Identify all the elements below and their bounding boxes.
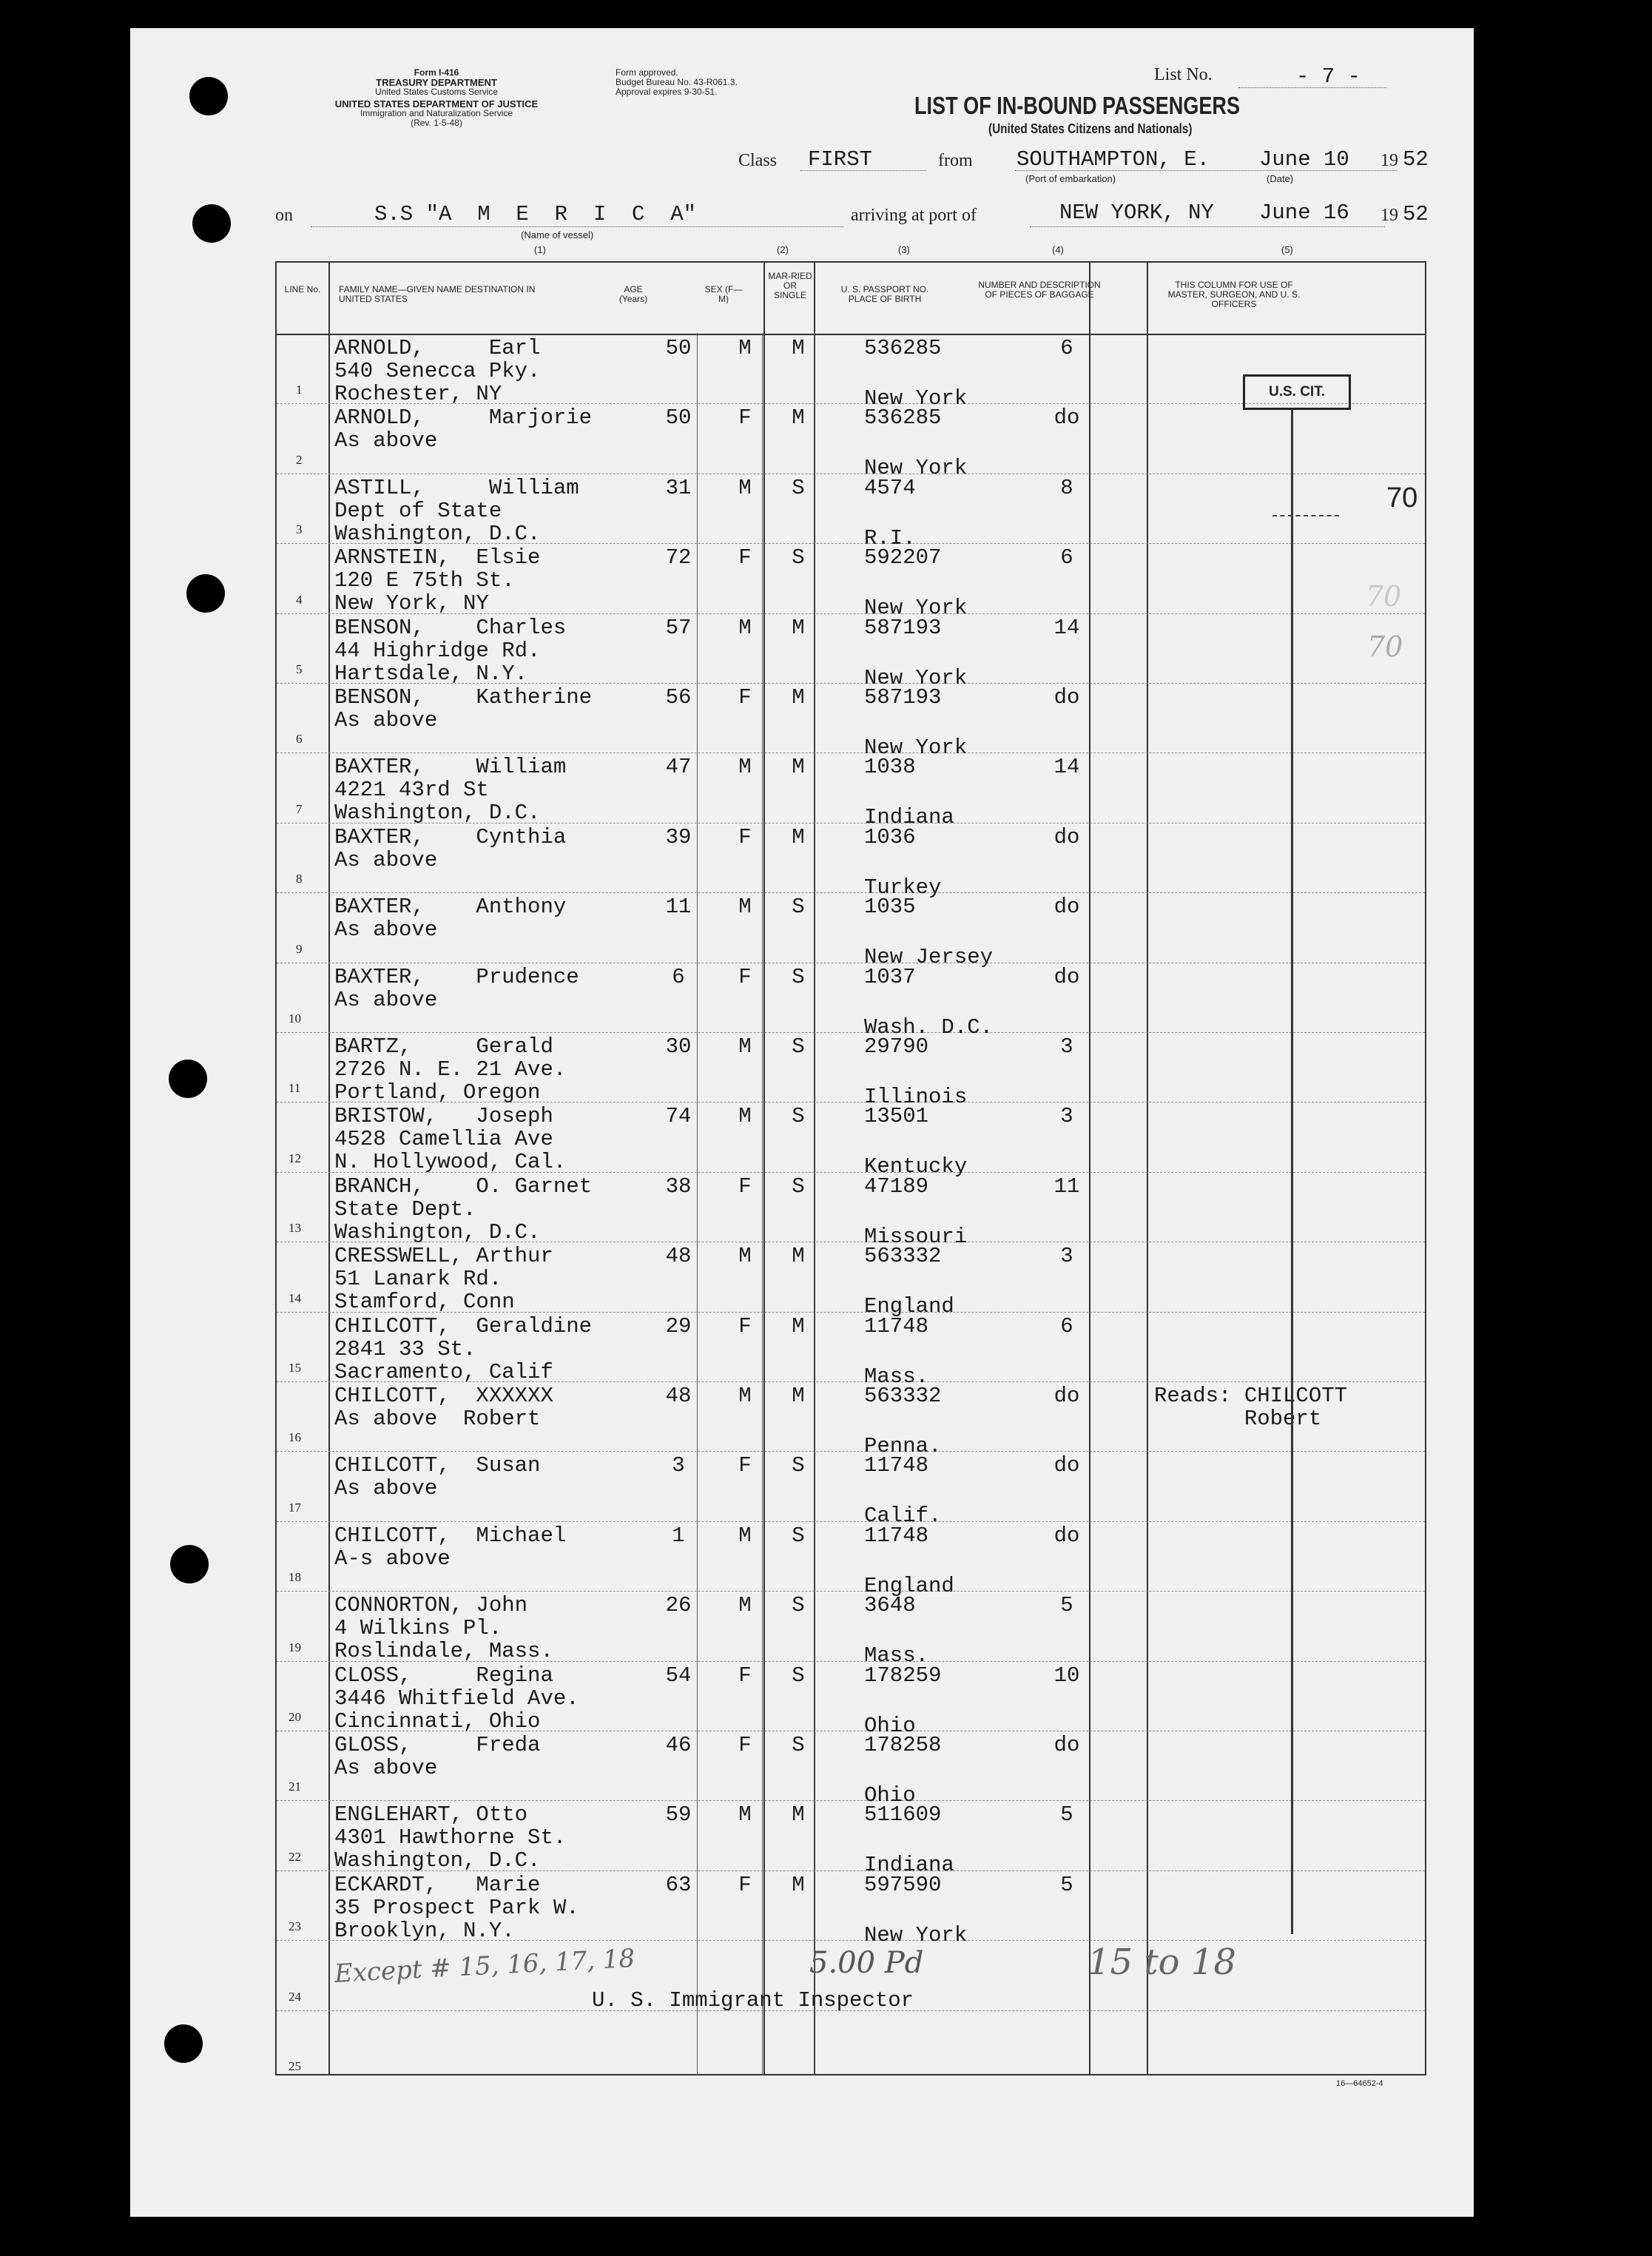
place-of-birth: Mass. xyxy=(864,1364,929,1389)
passenger-marital-status: S xyxy=(792,1174,805,1199)
passenger-sex: F xyxy=(738,545,752,570)
place-of-birth: Wash. D.C. xyxy=(864,1014,994,1040)
passenger-address: 35 Prospect Park W. Brooklyn, N.Y. xyxy=(334,1895,579,1943)
passenger-sex: M xyxy=(738,1104,752,1129)
column-header-line: LINE No. xyxy=(284,284,321,294)
passenger-marital-status: S xyxy=(792,1593,805,1618)
passenger-age: 46 xyxy=(665,1733,692,1757)
line-number: 5 xyxy=(296,662,303,676)
passenger-address: 3446 Whitfield Ave. Cincinnati, Ohio xyxy=(334,1686,579,1734)
passenger-row xyxy=(275,1384,1426,1458)
passport-number: 587193 xyxy=(864,615,942,640)
passenger-row xyxy=(275,1453,1426,1529)
inspector-label: U. S. Immigrant Inspector xyxy=(592,1988,914,2013)
passenger-name: BAXTER, Cynthia xyxy=(334,824,567,849)
column-header-passport: U. S. PASSPORT NO. PLACE OF BIRTH xyxy=(840,284,929,304)
passport-number: 11748 xyxy=(864,1313,929,1339)
punch-hole xyxy=(164,2024,203,2063)
passport-number: 587193 xyxy=(864,685,942,710)
passenger-row xyxy=(275,1593,1426,1669)
passenger-name: CHILCOTT, Michael xyxy=(334,1523,567,1548)
passenger-age: 3 xyxy=(672,1453,685,1478)
passenger-row xyxy=(275,1663,1426,1738)
passenger-age: 56 xyxy=(665,685,692,710)
place-of-birth: Kentucky xyxy=(864,1154,968,1179)
baggage-count: 10 xyxy=(1053,1663,1080,1688)
passenger-row xyxy=(275,1034,1426,1109)
footer-code: 16—64652-4 xyxy=(1336,2079,1383,2088)
passport-number: 11748 xyxy=(864,1453,929,1478)
approval-block xyxy=(616,68,738,97)
budget-label: Budget Bureau No. 43-R061.3. xyxy=(616,77,738,87)
passenger-sex: F xyxy=(738,1733,752,1757)
passenger-sex: F xyxy=(738,1872,752,1897)
passenger-age: 47 xyxy=(665,755,692,780)
passenger-sex: F xyxy=(738,1174,752,1199)
passenger-name: BAXTER, Anthony xyxy=(334,895,567,920)
passenger-name: BAXTER, William xyxy=(334,755,567,780)
passenger-address: As above xyxy=(334,428,438,454)
list-number-label: List No. xyxy=(1154,65,1213,84)
passenger-address: As above xyxy=(334,1756,438,1780)
punch-hole xyxy=(170,1545,209,1583)
passenger-name: ASTILL, William xyxy=(334,475,579,500)
place-of-birth: New York xyxy=(864,735,968,760)
count-note: 15 to 18 xyxy=(1088,1942,1236,1983)
line-number: 21 xyxy=(289,1779,301,1794)
passenger-row xyxy=(275,755,1426,830)
passenger-sex: F xyxy=(738,405,752,431)
place-of-birth: Missouri xyxy=(864,1224,968,1249)
line-number: 13 xyxy=(289,1221,301,1236)
line-number: 25 xyxy=(289,2059,301,2073)
from-label: from xyxy=(938,151,973,170)
passport-number: 47189 xyxy=(864,1174,929,1199)
passenger-age: 38 xyxy=(665,1174,692,1199)
justice-label: UNITED STATES DEPARTMENT OF JUSTICE xyxy=(334,98,539,110)
expires-label: Approval expires 9-30-51. xyxy=(616,87,718,97)
baggage-count: 14 xyxy=(1053,615,1080,640)
passenger-row xyxy=(275,475,1426,550)
baggage-count: 3 xyxy=(1060,1034,1073,1059)
passenger-name: BRANCH, O. Garnet xyxy=(334,1174,593,1199)
passenger-row xyxy=(275,1104,1426,1179)
passport-number: 563332 xyxy=(864,1244,942,1269)
passenger-row xyxy=(275,824,1426,900)
passenger-name: CLOSS, Regina xyxy=(334,1663,553,1688)
passenger-name: ECKARDT, Marie xyxy=(334,1872,541,1897)
punch-hole xyxy=(169,1060,207,1098)
customs-label: United States Customs Service xyxy=(374,87,499,97)
column-number: (3) xyxy=(898,244,910,255)
officer-remark: Reads: CHILCOTT Robert xyxy=(1154,1384,1348,1431)
line-number: 7 xyxy=(296,801,303,816)
passport-number: 592207 xyxy=(864,545,942,570)
vessel-rule xyxy=(311,226,843,227)
passenger-marital-status: S xyxy=(792,1663,805,1688)
place-of-birth: New York xyxy=(864,596,968,621)
passenger-name: ARNOLD, Marjorie xyxy=(334,405,593,431)
on-label: on xyxy=(275,206,293,225)
passenger-name: CHILCOTT, XXXXXX xyxy=(334,1384,553,1408)
treasury-label: TREASURY DEPARTMENT xyxy=(376,77,497,88)
passenger-marital-status: S xyxy=(792,1523,805,1548)
passenger-name: BRISTOW, Joseph xyxy=(334,1104,553,1129)
passenger-marital-status: S xyxy=(792,895,805,920)
arrival-port: NEW YORK, NY xyxy=(1059,201,1214,225)
line-number: 23 xyxy=(289,1919,301,1934)
passenger-row xyxy=(275,1523,1426,1598)
passenger-age: 39 xyxy=(665,824,692,849)
passport-number: 29790 xyxy=(864,1034,929,1059)
arrival-rule xyxy=(1030,226,1385,227)
passport-number: 178258 xyxy=(864,1733,942,1757)
passenger-sex: F xyxy=(738,964,752,989)
arrival-year: 52 xyxy=(1403,202,1429,226)
place-of-birth: Penna. xyxy=(864,1434,942,1458)
passenger-row xyxy=(275,1174,1426,1249)
passenger-sex: M xyxy=(738,755,752,780)
passenger-address: As above xyxy=(334,708,438,733)
place-of-birth: New York xyxy=(864,386,968,411)
from-year-prefix: 19 xyxy=(1380,151,1398,170)
passenger-age: 6 xyxy=(672,964,685,989)
passport-number: 1035 xyxy=(864,895,916,920)
passenger-sex: F xyxy=(738,685,752,710)
passenger-row xyxy=(275,615,1426,690)
passport-number: 13501 xyxy=(864,1104,929,1129)
place-of-birth: Indiana xyxy=(864,1853,954,1878)
passenger-marital-status: S xyxy=(792,1104,805,1129)
baggage-count: 6 xyxy=(1060,1313,1073,1339)
column-header-age: AGE (Years) xyxy=(618,284,648,304)
passenger-address: State Dept. Washington, D.C. xyxy=(334,1196,541,1245)
passenger-marital-status: M xyxy=(792,1244,805,1269)
baggage-count: 3 xyxy=(1060,1244,1073,1269)
passenger-address: As above xyxy=(334,1476,438,1501)
baggage-count: 5 xyxy=(1060,1802,1073,1828)
passenger-address: 4301 Hawthorne St. Washington, D.C. xyxy=(334,1825,567,1873)
baggage-count: do xyxy=(1053,405,1080,431)
baggage-count: do xyxy=(1053,895,1080,920)
revision-label: (Rev. 1-5-48) xyxy=(411,118,462,128)
passenger-marital-status: S xyxy=(792,1453,805,1478)
passenger-age: 50 xyxy=(665,336,692,360)
passenger-row xyxy=(275,964,1426,1040)
passenger-address: 540 Senecca Pky. Rochester, NY xyxy=(334,359,541,406)
line-number: 17 xyxy=(289,1500,301,1515)
baggage-count: do xyxy=(1053,1523,1080,1548)
arrival-year-prefix: 19 xyxy=(1380,206,1398,225)
column-number: (5) xyxy=(1281,244,1293,255)
passenger-name: CRESSWELL, Arthur xyxy=(334,1244,553,1269)
us-citizen-stamp: U.S. CIT. xyxy=(1243,374,1351,410)
passenger-address: 4 Wilkins Pl. Roslindale, Mass. xyxy=(334,1616,553,1664)
baggage-count: do xyxy=(1053,964,1080,989)
place-of-birth: England xyxy=(864,1294,954,1319)
place-of-birth: Ohio xyxy=(864,1713,916,1738)
column-header-officers: THIS COLUMN FOR USE OF MASTER, SURGEON, AND U. S. OFFICERS xyxy=(1167,280,1301,309)
passenger-sex: F xyxy=(738,1313,752,1339)
passenger-age: 63 xyxy=(665,1872,692,1897)
class-value: FIRST xyxy=(808,147,873,172)
line-number: 6 xyxy=(296,732,303,747)
line-number: 15 xyxy=(289,1361,301,1375)
place-of-birth: England xyxy=(864,1573,954,1598)
vessel-caption: (Name of vessel) xyxy=(521,229,594,240)
line-number: 22 xyxy=(289,1849,301,1864)
passenger-sex: M xyxy=(738,475,752,500)
line-number: 9 xyxy=(296,941,303,956)
line-number: 14 xyxy=(289,1290,301,1305)
arrival-date: June 16 xyxy=(1259,201,1349,225)
line-number: 3 xyxy=(296,522,303,537)
passenger-name: BAXTER, Prudence xyxy=(334,964,579,989)
passenger-age: 57 xyxy=(665,615,692,640)
place-of-birth: New Jersey xyxy=(864,945,994,970)
baggage-count: 14 xyxy=(1053,755,1080,780)
passenger-address: 120 E 75th St. New York, NY xyxy=(334,568,515,616)
passenger-address: 2726 N. E. 21 Ave. Portland, Oregon xyxy=(334,1057,567,1105)
punch-hole xyxy=(192,204,231,243)
vessel-name: S.S "A M E R I C A" xyxy=(374,202,697,226)
arriving-label: arriving at port of xyxy=(851,206,977,225)
baggage-count: do xyxy=(1053,1384,1080,1408)
line-number: 1 xyxy=(296,383,303,397)
line-number: 4 xyxy=(296,592,303,607)
line-number: 18 xyxy=(289,1570,301,1585)
passenger-marital-status: M xyxy=(792,1384,805,1408)
baggage-count: 6 xyxy=(1060,336,1073,360)
margin-count-70: 70 xyxy=(1386,482,1418,514)
passenger-sex: F xyxy=(738,824,752,849)
passenger-sex: M xyxy=(738,615,752,640)
passenger-address: 2841 33 St. Sacramento, Calif xyxy=(334,1336,553,1384)
passenger-row xyxy=(275,1733,1426,1808)
passenger-address: As above xyxy=(334,987,438,1012)
officer-vertical-line xyxy=(1291,410,1293,1934)
passenger-sex: M xyxy=(738,336,752,360)
column-header-name: FAMILY NAME—GIVEN NAME DESTINATION IN UNITED STATES xyxy=(339,284,536,304)
officer-tick-mark xyxy=(1272,515,1339,516)
passenger-name: BENSON, Katherine xyxy=(334,685,593,710)
passport-number: 511609 xyxy=(864,1802,942,1828)
passenger-age: 59 xyxy=(665,1802,692,1828)
place-of-birth: Indiana xyxy=(864,805,954,830)
column-number: (4) xyxy=(1052,244,1064,255)
place-of-birth: Mass. xyxy=(864,1643,929,1669)
line-number: 20 xyxy=(289,1710,301,1724)
passenger-name: GLOSS, Freda xyxy=(334,1733,541,1757)
passenger-marital-status: S xyxy=(792,964,805,989)
passenger-name: BARTZ, Gerald xyxy=(334,1034,553,1059)
passenger-age: 26 xyxy=(665,1593,692,1618)
passenger-age: 31 xyxy=(665,475,692,500)
line-number: 16 xyxy=(289,1430,301,1445)
column-header-married: MAR-RIED OR SINGLE xyxy=(768,271,812,300)
passenger-address: As above Robert xyxy=(334,1407,541,1431)
passenger-sex: M xyxy=(738,1244,752,1269)
passenger-name: ARNSTEIN, Elsie xyxy=(334,545,541,570)
baggage-count: do xyxy=(1053,1733,1080,1757)
passenger-address: A-s above xyxy=(334,1546,451,1571)
fee-note: 5.00 Pd xyxy=(809,1946,924,1980)
baggage-count: 5 xyxy=(1060,1593,1073,1618)
passenger-sex: F xyxy=(738,1453,752,1478)
passenger-marital-status: M xyxy=(792,685,805,710)
passenger-row xyxy=(275,1802,1426,1878)
line-number: 11 xyxy=(289,1081,301,1096)
place-of-birth: Calif. xyxy=(864,1504,942,1529)
baggage-count: 11 xyxy=(1053,1174,1080,1199)
date-caption: (Date) xyxy=(1267,173,1294,184)
place-of-birth: R.I. xyxy=(864,525,916,550)
passenger-marital-status: S xyxy=(792,1034,805,1059)
passport-number: 536285 xyxy=(864,336,942,360)
list-number: - 7 - xyxy=(1296,64,1361,89)
column-header-baggage: NUMBER AND DESCRIPTION OF PIECES OF BAGGAGE xyxy=(978,280,1101,300)
port-caption: (Port of embarkation) xyxy=(1025,173,1116,184)
passenger-name: CONNORTON, John xyxy=(334,1593,528,1618)
page-title: LIST OF IN-BOUND PASSENGERS xyxy=(914,92,1241,119)
passport-number: 563332 xyxy=(864,1384,942,1408)
passenger-sex: M xyxy=(738,1593,752,1618)
passport-number: 597590 xyxy=(864,1872,942,1897)
passenger-marital-status: M xyxy=(792,336,805,360)
page-subtitle: (United States Citizens and Nationals) xyxy=(988,121,1193,136)
column-number: (1) xyxy=(534,244,546,255)
passenger-name: ARNOLD, Earl xyxy=(334,336,541,360)
passenger-marital-status: M xyxy=(792,405,805,431)
port-of-embarkation: SOUTHAMPTON, E. xyxy=(1017,147,1210,172)
punch-hole xyxy=(186,574,225,613)
passport-number: 1038 xyxy=(864,755,916,780)
passenger-age: 72 xyxy=(665,545,692,570)
passport-number: 178259 xyxy=(864,1663,942,1688)
place-of-birth: New York xyxy=(864,665,968,690)
passenger-row xyxy=(275,1872,1426,1947)
passport-number: 1036 xyxy=(864,824,916,849)
line-number: 8 xyxy=(296,872,303,886)
passenger-marital-status: M xyxy=(792,824,805,849)
passenger-sex: M xyxy=(738,1802,752,1828)
passenger-marital-status: M xyxy=(792,1802,805,1828)
passenger-address: 4221 43rd St Washington, D.C. xyxy=(334,778,541,826)
passenger-row xyxy=(275,1313,1426,1389)
passenger-marital-status: M xyxy=(792,755,805,780)
passenger-row xyxy=(275,895,1426,970)
passenger-marital-status: M xyxy=(792,615,805,640)
baggage-count: do xyxy=(1053,824,1080,849)
passenger-address: As above xyxy=(334,847,438,872)
passenger-marital-status: S xyxy=(792,1733,805,1757)
column-header-sex: SEX (F—M) xyxy=(704,284,743,304)
passport-number: 3648 xyxy=(864,1593,916,1618)
line-number: 19 xyxy=(289,1640,301,1654)
margin-count-70-faint: 70 xyxy=(1367,630,1403,663)
passenger-age: 74 xyxy=(665,1104,692,1129)
passenger-address: 51 Lanark Rd. Stamford, Conn xyxy=(334,1267,515,1315)
passenger-age: 30 xyxy=(665,1034,692,1059)
passenger-age: 50 xyxy=(665,405,692,431)
passenger-name: BENSON, Charles xyxy=(334,615,567,640)
passenger-age: 11 xyxy=(665,895,692,920)
line-number: 2 xyxy=(296,452,303,467)
passport-number: 4574 xyxy=(864,475,916,500)
passenger-marital-status: M xyxy=(792,1872,805,1897)
form-number: Form I-416 xyxy=(414,67,459,78)
passenger-address: 4528 Camellia Ave N. Hollywood, Cal. xyxy=(334,1127,567,1175)
baggage-count: 3 xyxy=(1060,1104,1073,1129)
approved-label: Form approved. xyxy=(616,67,678,78)
passenger-age: 48 xyxy=(665,1384,692,1408)
embarkation-date: June 10 xyxy=(1259,147,1349,172)
passenger-age: 48 xyxy=(665,1244,692,1269)
passenger-marital-status: S xyxy=(792,475,805,500)
passenger-sex: M xyxy=(738,1523,752,1548)
passenger-sex: M xyxy=(738,895,752,920)
passenger-row xyxy=(275,685,1426,760)
passenger-age: 54 xyxy=(665,1663,692,1688)
margin-count-70-faint: 70 xyxy=(1366,580,1402,613)
place-of-birth: Ohio xyxy=(864,1783,916,1808)
passport-number: 11748 xyxy=(864,1523,929,1548)
passenger-age: 1 xyxy=(672,1523,685,1548)
baggage-count: 6 xyxy=(1060,545,1073,570)
immigration-label: Immigration and Naturalization Service xyxy=(360,108,513,118)
passenger-name: ENGLEHART, Otto xyxy=(334,1802,528,1828)
passenger-marital-status: M xyxy=(792,1313,805,1339)
passenger-address: Dept of State Washington, D.C. xyxy=(334,498,541,546)
passenger-row xyxy=(275,405,1426,481)
passenger-sex: M xyxy=(738,1384,752,1408)
line-number: 24 xyxy=(289,1989,301,2004)
passenger-name: CHILCOTT, Geraldine xyxy=(334,1313,593,1339)
passenger-sex: F xyxy=(738,1663,752,1688)
place-of-birth: Illinois xyxy=(864,1085,968,1109)
punch-hole xyxy=(189,77,228,115)
place-of-birth: New York xyxy=(864,1922,968,1947)
line-number: 10 xyxy=(289,1011,301,1026)
passenger-sex: M xyxy=(738,1034,752,1059)
passenger-address: As above xyxy=(334,917,438,943)
baggage-count: do xyxy=(1053,685,1080,710)
passenger-address: 44 Highridge Rd. Hartsdale, N.Y. xyxy=(334,638,541,686)
passenger-marital-status: S xyxy=(792,545,805,570)
embarkation-year: 52 xyxy=(1403,147,1429,172)
place-of-birth: Turkey xyxy=(864,875,942,900)
baggage-count: do xyxy=(1053,1453,1080,1478)
class-label: Class xyxy=(738,151,778,170)
column-number: (2) xyxy=(777,244,789,255)
line-number: 12 xyxy=(289,1151,301,1165)
except-note: Except # 15, 16, 17, 18 xyxy=(333,1943,636,1989)
passenger-row xyxy=(275,545,1426,621)
passenger-name: CHILCOTT, Susan xyxy=(334,1453,541,1478)
passenger-age: 29 xyxy=(665,1313,692,1339)
form-agency-block xyxy=(274,68,599,128)
baggage-count: 8 xyxy=(1060,475,1073,500)
place-of-birth: New York xyxy=(864,456,968,481)
passport-number: 1037 xyxy=(864,964,916,989)
baggage-count: 5 xyxy=(1060,1872,1073,1897)
passport-number: 536285 xyxy=(864,405,942,431)
passenger-row xyxy=(275,1244,1426,1319)
